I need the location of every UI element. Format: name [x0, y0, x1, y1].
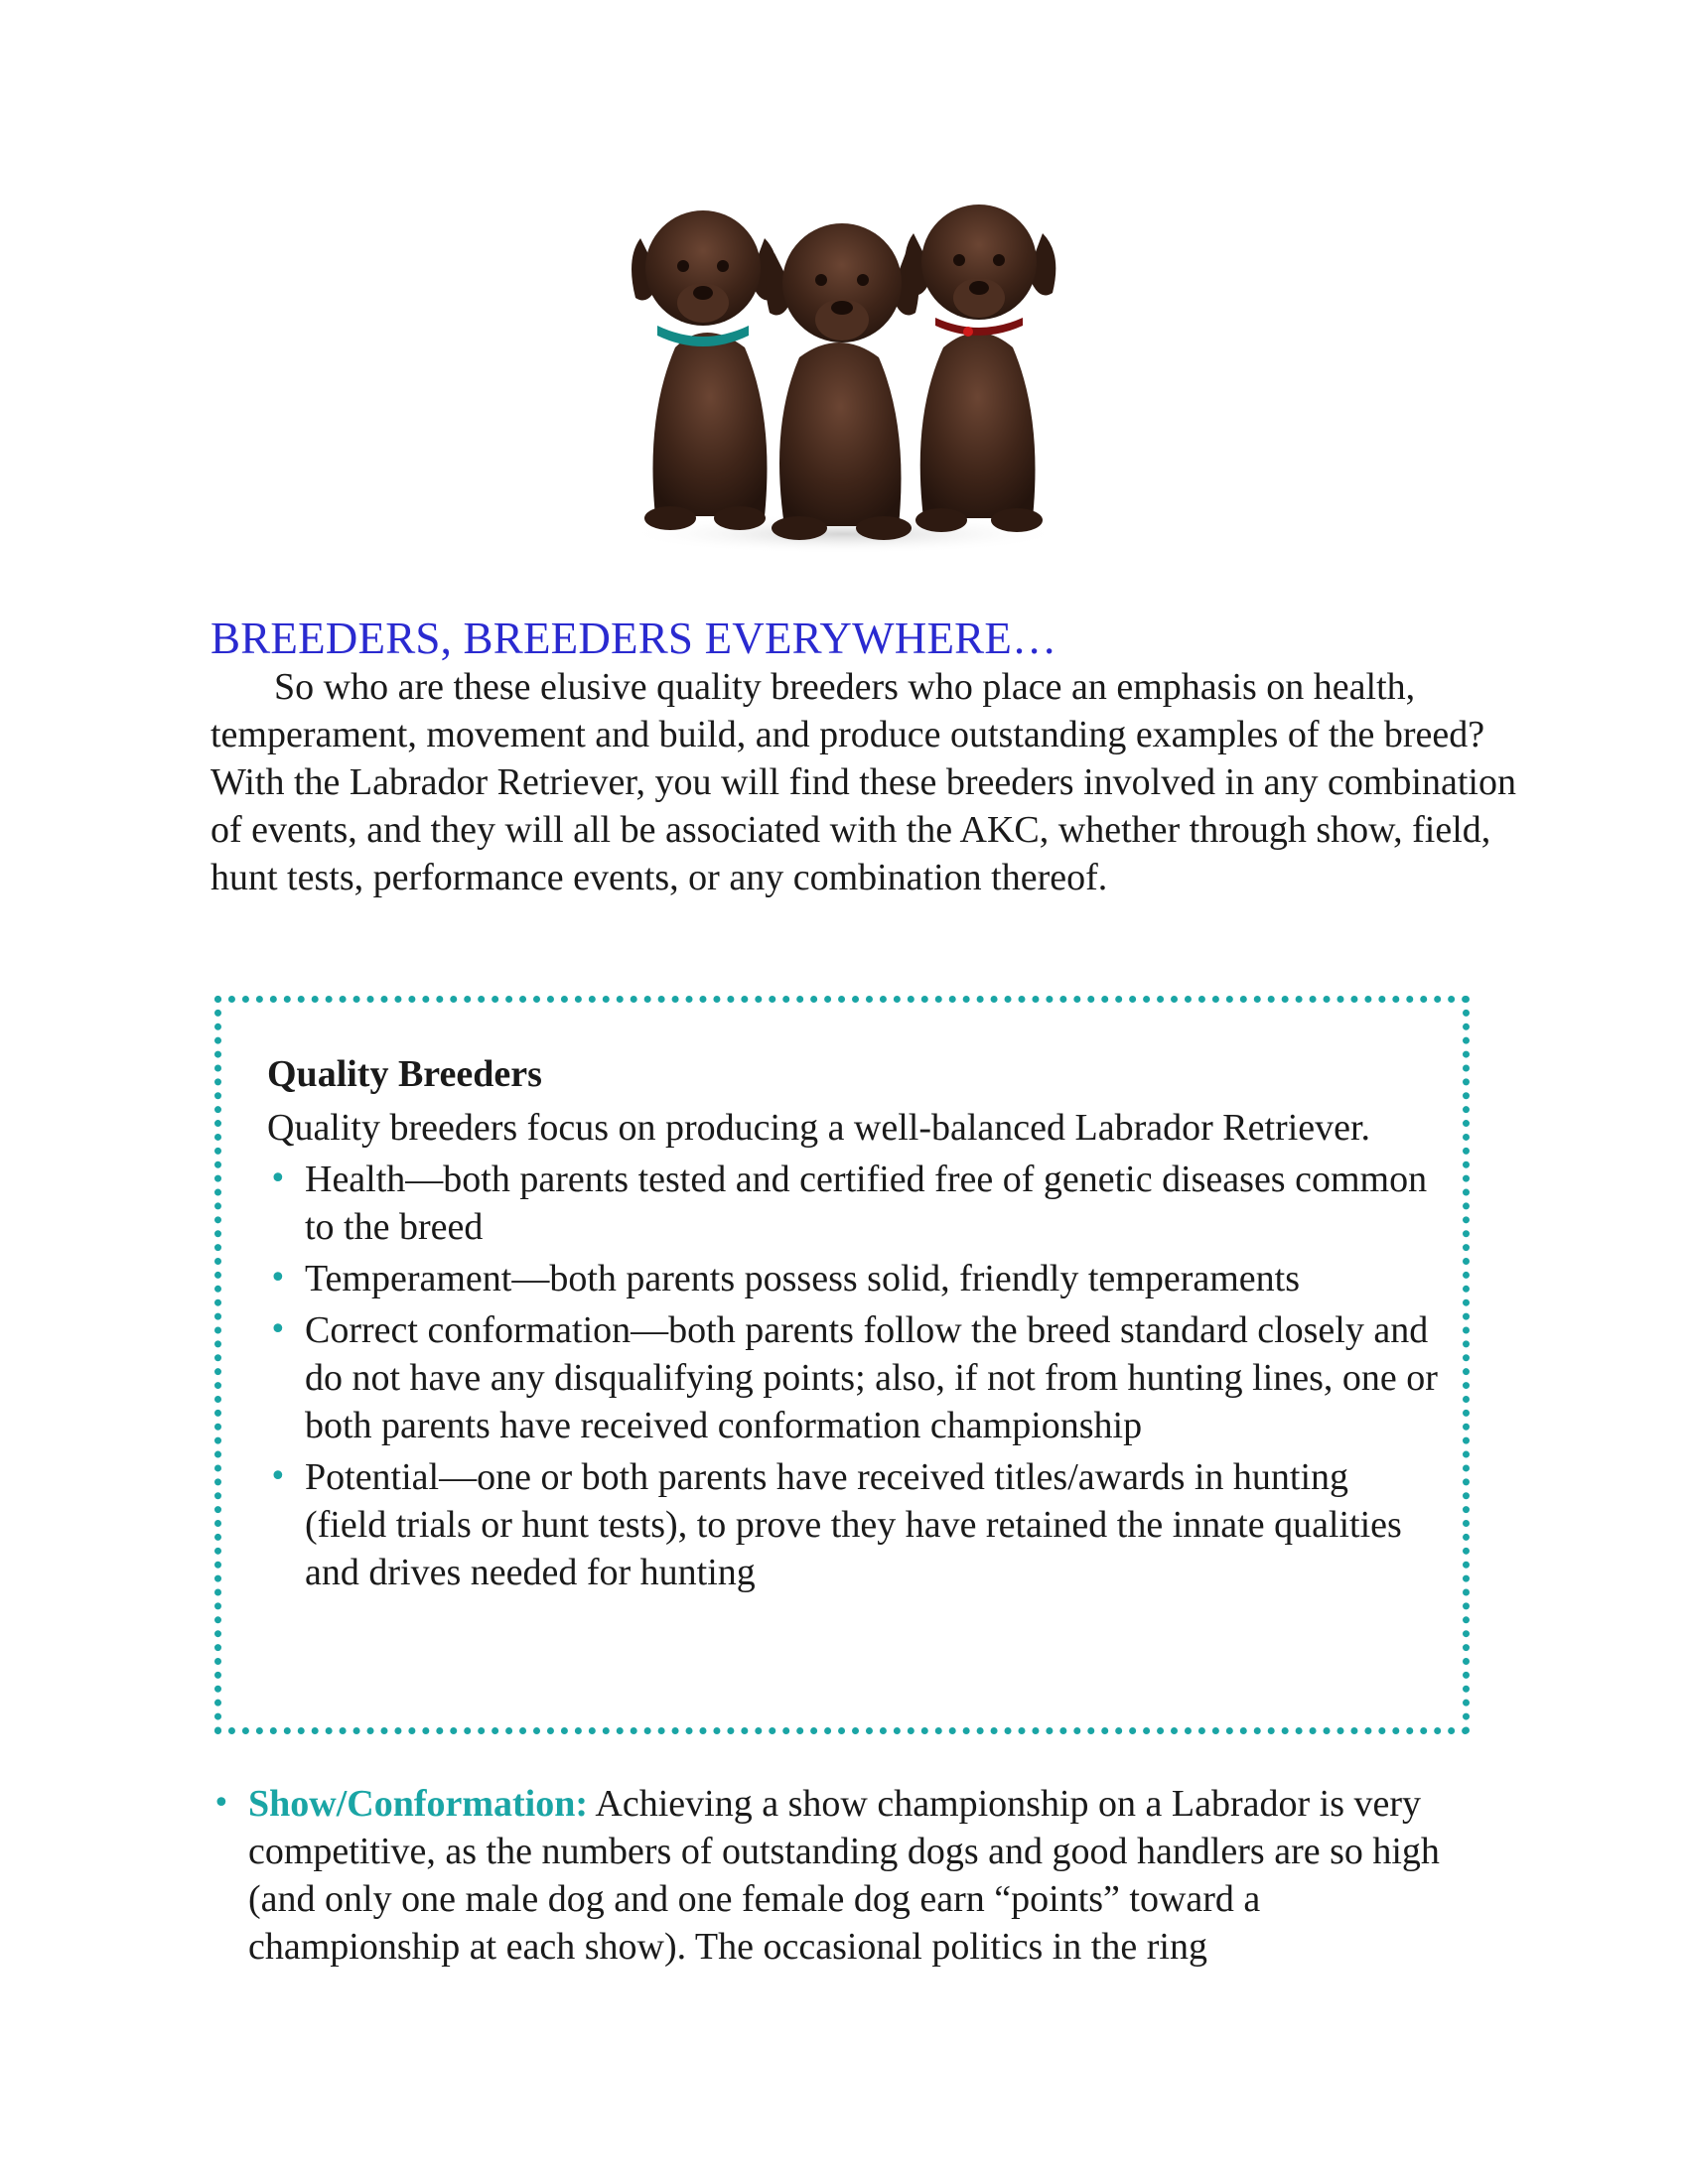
list-item-text: Potential—one or both parents have received titles/awards in hunting (field trials or hunt tests), to prove they have retained the innate qualities and drives needed for hunting [305, 1456, 1402, 1593]
list-item [267, 1306, 1439, 1449]
list-item-text: Temperament—both parents possess solid, friendly temperaments [305, 1258, 1300, 1299]
list-item [267, 1156, 1439, 1251]
callout-heading: Quality Breeders [267, 1053, 542, 1095]
section-title: BREEDERS, BREEDERS EVERYWHERE… [211, 614, 1057, 663]
event-types-list [211, 1780, 1472, 1971]
list-item-text: Achieving a show championship on a Labrador is very competitive, as the numbers of outstanding dogs and good handlers are so high (and only one male dog and one female dog earn “points” toward a championship at each show). The occasional politics in the ring [248, 1783, 1440, 1968]
bullet-icon: • [269, 1312, 287, 1347]
puppies-photo [616, 199, 1072, 556]
bullet-icon: • [269, 1459, 287, 1494]
list-item [267, 1453, 1439, 1596]
intro-paragraph: So who are these elusive quality breeders who place an emphasis on health, temperament, movement and build, and produce outstanding examples of the breed? With the Labrador Retriever, you will find these breeders involved in any combination of events, and they will all be associated with the AKC, whether through show, field, hunt tests, performance events, or any combination thereof. [211, 666, 1516, 898]
list-item-text: Health—both parents tested and certified free of genetic diseases common to the breed [305, 1159, 1428, 1248]
bullet-icon: • [212, 1786, 230, 1821]
list-item-show-conformation [211, 1780, 1472, 1971]
quality-breeders-callout [214, 996, 1470, 1734]
puppy-left [632, 210, 777, 530]
bullet-icon: • [269, 1261, 287, 1296]
puppy-right [905, 205, 1055, 532]
puppy-middle [766, 223, 918, 540]
bullet-icon: • [269, 1161, 287, 1196]
list-item-term: Show/Conformation: [248, 1783, 589, 1825]
callout-bullet-list [267, 1156, 1439, 1596]
callout-intro: Quality breeders focus on producing a well-balanced Labrador Retriever. [267, 1107, 1371, 1149]
list-item [267, 1255, 1439, 1302]
list-item-text: Correct conformation—both parents follow the breed standard closely and do not have any disqualifying points; also, if not from hunting lines, one or both parents have received conformation championship [305, 1309, 1438, 1446]
